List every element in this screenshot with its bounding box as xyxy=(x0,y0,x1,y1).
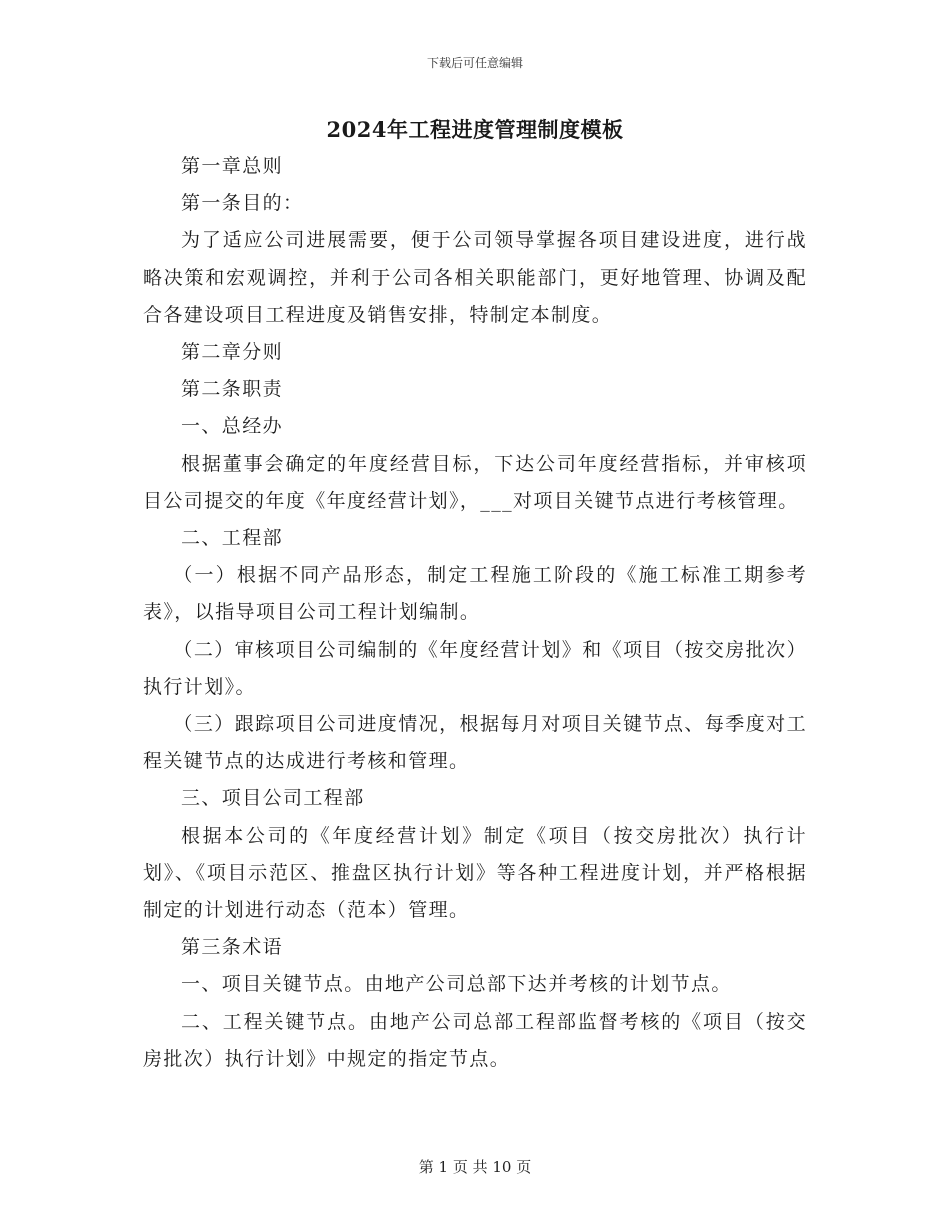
list-item: （一）根据不同产品形态，制定工程施工阶段的《施工标准工期参考表》，以指导项目公司工程计划编制。 xyxy=(143,564,807,624)
article-heading: 第一条目的： xyxy=(181,192,304,215)
paragraph: 根据本公司的《年度经营计划》制定《项目（按交房批次）执行计划》、《项目示范区、推盘区执行计划》等各种工程进度计划，并严格根据制定的计划进行动态（范本）管理。 xyxy=(143,824,807,922)
document-title: 2024年工程进度管理制度模板 xyxy=(326,117,624,142)
section-heading: 三、项目公司工程部 xyxy=(181,787,365,810)
page-number: 第 1 页 共 10 页 xyxy=(418,1158,532,1176)
section-heading: 二、工程部 xyxy=(181,527,284,550)
chapter-heading: 第一章总则 xyxy=(181,155,284,177)
section-heading: 一、总经办 xyxy=(181,415,284,438)
chapter-heading: 第二章分则 xyxy=(181,341,284,364)
term-item: 二、工程关键节点。由地产公司总部工程部监督考核的《项目（按交房批次）执行计划》中规定的指定节点。 xyxy=(143,1010,807,1070)
article-heading: 第三条术语 xyxy=(181,936,284,959)
paragraph: 为了适应公司进展需要，便于公司领导掌握各项目建设进度，进行战略决策和宏观调控，并利于公司各相关职能部门，更好地管理、协调及配合各建设项目工程进度及销售安排，特制定本制度。 xyxy=(143,229,807,326)
term-item: 一、项目关键节点。由地产公司总部下达并考核的计划节点。 xyxy=(181,973,732,996)
header-note: 下载后可任意编辑 xyxy=(426,56,523,70)
document-body xyxy=(143,148,807,1078)
paragraph: 根据董事会确定的年度经营目标，下达公司年度经营指标，并审核项目公司提交的年度《年度经营计划》，___对项目关键节点进行考核管理。 xyxy=(143,452,807,512)
article-heading: 第二条职责 xyxy=(181,378,284,401)
list-item: （三）跟踪项目公司进度情况，根据每月对项目关键节点、每季度对工程关键节点的达成进行考核和管理。 xyxy=(143,713,807,773)
list-item: （二）审核项目公司编制的《年度经营计划》和《项目（按交房批次）执行计划》。 xyxy=(143,638,807,698)
